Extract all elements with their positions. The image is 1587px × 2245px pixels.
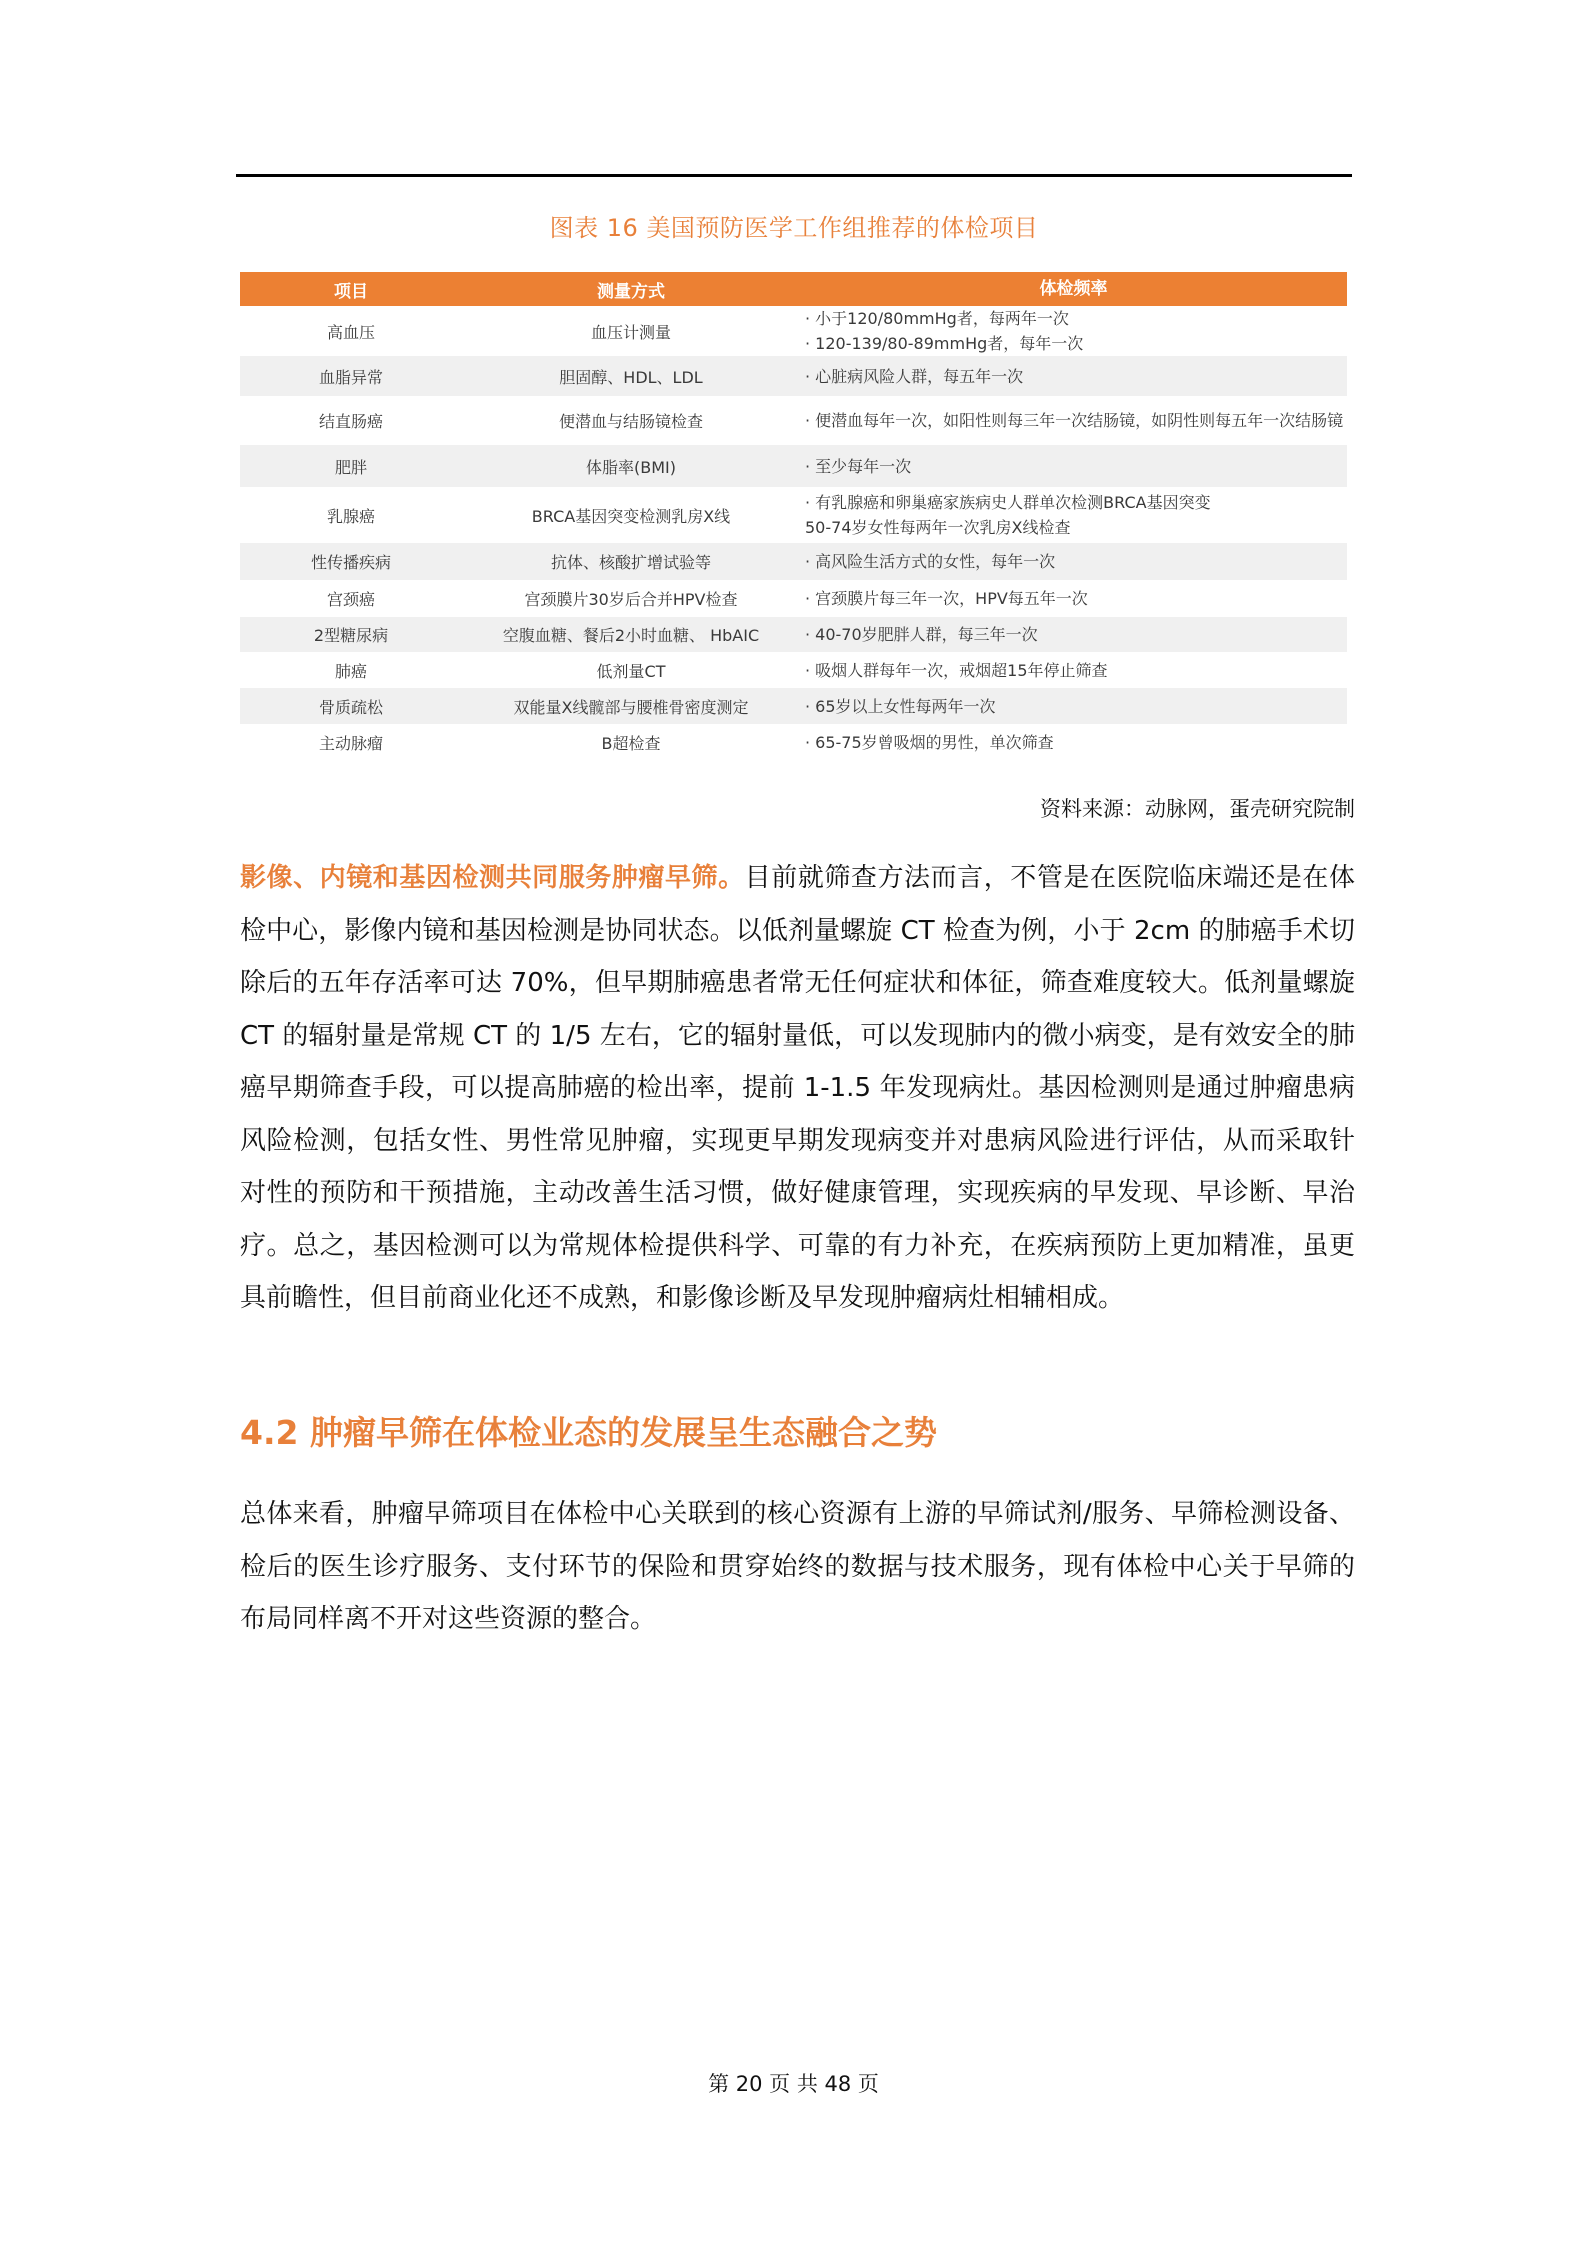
- table-row: [240, 652, 1347, 688]
- frequency-line: · 吸烟人群每年一次，戒烟超15年停止筛查: [805, 660, 1108, 680]
- frequency-line: · 40-70岁肥胖人群，每三年一次: [805, 625, 1038, 644]
- cell-item: 血脂异常: [318, 367, 383, 387]
- cell-item: 肺癌: [334, 661, 367, 681]
- paragraph-body: 目前就筛查方法而言，不管是在医院临床端还是在体检中心，影像内镜和基因检测是协同状态。以低剂量螺旋 CT 检查为例，小于 2cm 的肺癌手术切除后的五年存活率可达 70%，但早期肺癌患者常无任何症状和体征，筛查难度较大。低剂量螺旋 CT 的辐射量是常规 CT 的 1/5 左右，它的辐射量低，可以发现肺内的微小病变，是有效安全的肺癌早期筛查手段，可以提高肺癌的检出率，提前 1-1.5 年发现病灶。基因检测则是通过肿瘤患病风险检测，包括女性、男性常见肿瘤，实现更早期发现病变并对患病风险进行评估，从而采取针对性的预防和干预措施，主动改善生活习惯，做好健康管理，实现疾病的早发现、早诊断、早治疗。总之，基因检测可以为常规体检提供科学、可靠的有力补充，在疾病预防上更加精准，虽更具前瞻性，但目前商业化还不成熟，和影像诊断及早发现肿瘤病灶相辅相成。: [240, 863, 1355, 1313]
- cell-method: 宫颈膜片30岁后合并HPV检查: [524, 590, 738, 609]
- cell-item: 主动脉瘤: [318, 733, 383, 753]
- cell-frequency: [800, 306, 1347, 356]
- cell-item: 结直肠癌: [318, 412, 383, 431]
- frequency-line: · 便潜血每年一次，如阳性则每三年一次结肠镜，如阴性则每五年一次结肠镜: [805, 411, 1344, 430]
- frequency-line: · 有乳腺癌和卵巢癌家族病史人群单次检测BRCA基因突变: [805, 493, 1211, 512]
- paragraph-lead: 影像、内镜和基因检测共同服务肿瘤早筛。: [240, 863, 745, 893]
- cell-frequency: [800, 408, 1347, 433]
- cell-item: 肥胖: [334, 457, 367, 477]
- section-heading: 4.2 肿瘤早筛在体检业态的发展呈生态融合之势: [240, 1413, 937, 1452]
- cell-method: 胆固醇、HDL、LDL: [559, 367, 703, 387]
- column-header-method: 测量方式: [597, 281, 665, 302]
- cell-item: 乳腺癌: [326, 506, 375, 526]
- cell-method: 血压计测量: [590, 322, 671, 342]
- frequency-line: · 高风险生活方式的女性，每年一次: [805, 552, 1056, 571]
- cell-item: 骨质疏松: [318, 697, 383, 717]
- column-header-item: 项目: [334, 281, 368, 302]
- cell-method: 双能量X线髋部与腰椎骨密度测定: [513, 697, 749, 717]
- frequency-line: · 宫颈膜片每三年一次，HPV每五年一次: [805, 589, 1088, 608]
- cell-frequency: [800, 622, 1347, 647]
- cell-frequency: [800, 549, 1347, 574]
- cell-item: 宫颈癌: [326, 590, 375, 609]
- page-number: 第 20 页 共 48 页: [708, 2072, 879, 2096]
- cell-item: 2型糖尿病: [313, 626, 389, 645]
- cell-method: 低剂量CT: [596, 661, 666, 681]
- frequency-line: · 65-75岁曾吸烟的男性，单次筛查: [805, 732, 1054, 752]
- frequency-line: · 120-139/80-89mmHg者，每年一次: [805, 334, 1084, 353]
- frequency-line: · 至少每年一次: [805, 456, 912, 476]
- paragraph-screening-methods: [240, 852, 1355, 1325]
- figure-source: 资料来源：动脉网，蛋壳研究院制: [1040, 797, 1355, 821]
- table-row: [240, 580, 1347, 617]
- table-row: [240, 487, 1347, 543]
- table-row: [240, 445, 1347, 487]
- table-row: [240, 724, 1347, 760]
- frequency-line: 50-74岁女性每两年一次乳房X线检查: [805, 518, 1071, 537]
- cell-item: 性传播疾病: [310, 553, 391, 572]
- cell-frequency: [800, 490, 1347, 540]
- table-row: [240, 306, 1347, 356]
- cell-frequency: [800, 454, 1347, 479]
- cell-frequency: [800, 658, 1347, 683]
- table-row: [240, 356, 1347, 396]
- cell-method: B超检查: [601, 733, 661, 753]
- frequency-line: · 65岁以上女性每两年一次: [805, 696, 996, 716]
- column-header-frequency: 体检频率: [1039, 278, 1108, 299]
- cell-method: 体脂率(BMI): [586, 457, 676, 477]
- cell-method: 抗体、核酸扩增试验等: [550, 553, 711, 572]
- frequency-line: · 小于120/80mmHg者，每两年一次: [805, 309, 1069, 328]
- figure-title: 图表 16 美国预防医学工作组推荐的体检项目: [549, 214, 1039, 242]
- frequency-line: · 心脏病风险人群，每五年一次: [805, 366, 1024, 386]
- header-rule: [236, 174, 1352, 177]
- table-row: [240, 617, 1347, 652]
- cell-item: 高血压: [326, 322, 375, 342]
- cell-frequency: [800, 364, 1347, 389]
- paragraph-ecosystem: 总体来看，肿瘤早筛项目在体检中心关联到的核心资源有上游的早筛试剂/服务、早筛检测设备、检后的医生诊疗服务、支付环节的保险和贯穿始终的数据与技术服务，现有体检中心关于早筛的布局同样离不开对这些资源的整合。: [240, 1499, 1355, 1634]
- recommended-checkup-table: [240, 272, 1347, 760]
- cell-frequency: [800, 694, 1347, 719]
- cell-method: 空腹血糖、餐后2小时血糖、 HbAIC: [502, 626, 760, 645]
- cell-frequency: [800, 730, 1347, 755]
- cell-method: 便潜血与结肠镜检查: [558, 412, 703, 431]
- table-row: [240, 396, 1347, 445]
- table-row: [240, 543, 1347, 580]
- cell-method: BRCA基因突变检测乳房X线: [531, 506, 731, 526]
- cell-frequency: [800, 586, 1347, 611]
- table-header-row: [240, 272, 1347, 306]
- table-row: [240, 688, 1347, 724]
